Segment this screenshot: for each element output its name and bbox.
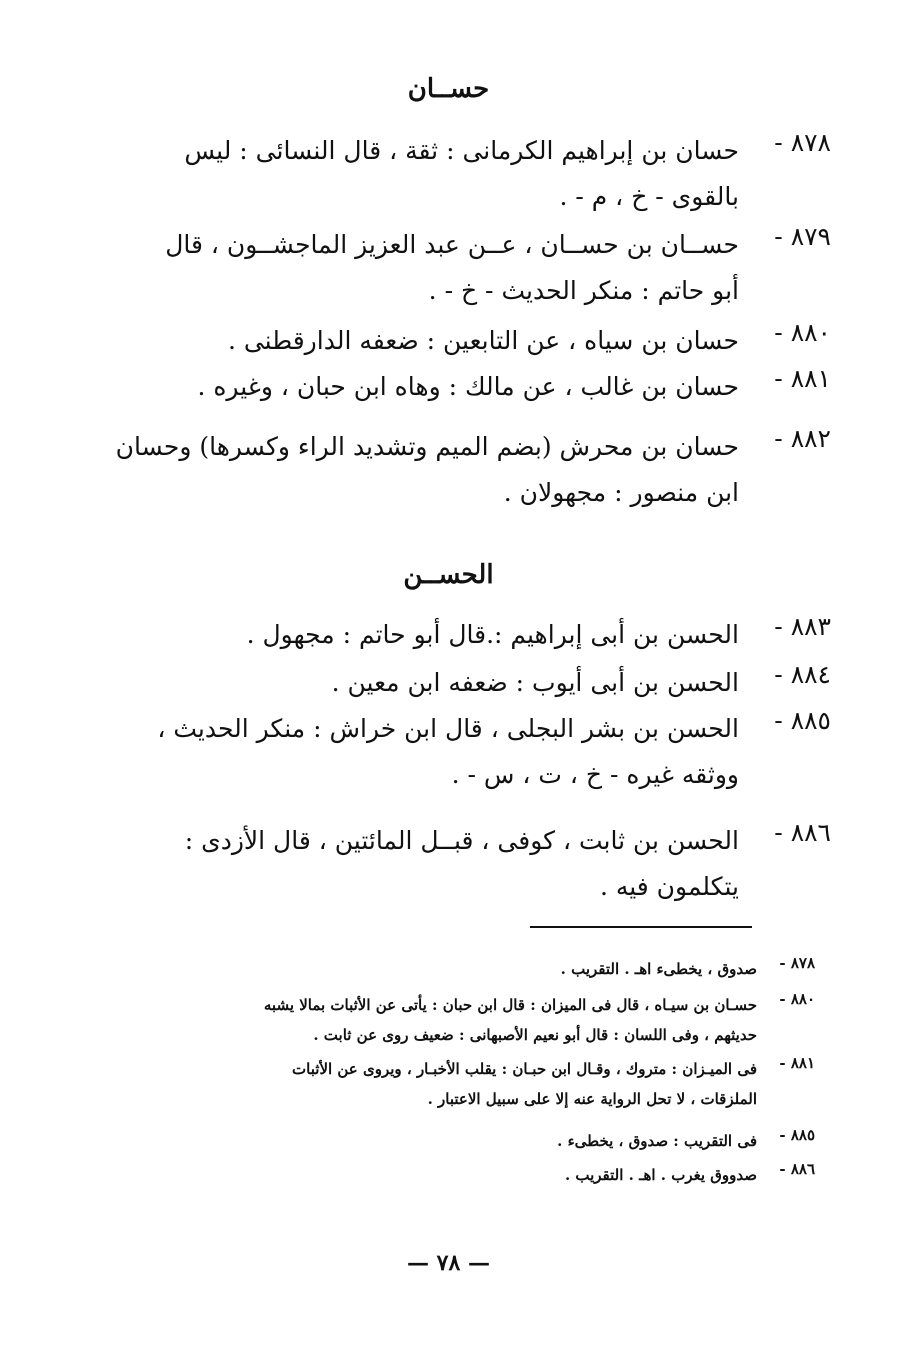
footnote-line: حسـان بن سيـاه ، قال فى الميزان : قال ابن حبان : يأتى عن الأثبات بمالا يشبه	[263, 996, 757, 1014]
entry-883	[99, 612, 831, 658]
entry-line: أبو حاتم : منكر الحديث - خ - .	[428, 276, 739, 305]
entry-line: ووثقه غيره - خ ، ت ، س - .	[451, 760, 739, 789]
entry-line: الحسن بن ثابت ، كوفى ، قبــل المائتين ، قال الأزدى :	[184, 826, 739, 855]
section-title-hasan: الحســن	[403, 560, 494, 590]
entry-line: الحسن بن بشر البجلى ، قال ابن خراش : منكر الحديث ،	[157, 714, 739, 743]
footnote-line: الملزقات ، لا تحل الرواية عنه إلا على سبيل الاعتبار .	[427, 1090, 757, 1108]
footnote-separator	[530, 926, 752, 928]
entry-line: الحسن بن أبى أيوب : ضعفه ابن معين .	[331, 668, 739, 697]
entry-number: ٨٧٩ -	[774, 222, 831, 251]
entry-line: حسان بن سياه ، عن التابعين : ضعفه الدارقطنى .	[227, 326, 739, 355]
footnote-878	[117, 954, 815, 984]
section-title-hassan: حســان	[407, 74, 490, 104]
entry-number: ٨٧٨ -	[774, 128, 831, 157]
entry-880	[99, 318, 831, 364]
page-number: — ٧٨ —	[407, 1250, 490, 1276]
footnote-line: فى الميـزان : متروك ، وقـال ابن حبـان : يقلب الأخبـار ، ويروى عن الأثبات	[292, 1060, 757, 1078]
entry-885	[99, 706, 831, 798]
entry-line: حسان بن غالب ، عن مالك : وهاه ابن حبان ، وغيره .	[197, 372, 739, 401]
footnote-886	[117, 1160, 815, 1190]
footnote-number: ٨٨٠ -	[779, 990, 815, 1008]
footnote-number: ٨٨١ -	[779, 1054, 815, 1072]
entry-line: ابن منصور : مجهولان .	[503, 478, 739, 507]
footnote-line: صدووق يغرب . اهـ . التقريب .	[564, 1166, 757, 1184]
footnote-number: ٨٨٦ -	[779, 1160, 815, 1178]
footnote-880	[117, 990, 815, 1050]
entry-number: ٨٨٠ -	[774, 318, 831, 347]
entry-882	[99, 424, 831, 516]
entry-line: يتكلمون فيه .	[599, 872, 739, 901]
footnote-885	[117, 1126, 815, 1156]
entry-number: ٨٨٦ -	[774, 818, 831, 847]
footnote-line: حديثهم ، وفى اللسان : قال أبو نعيم الأصبهانى : ضعيف روى عن ثابت .	[313, 1026, 757, 1044]
footnote-number: ٨٧٨ -	[779, 954, 815, 972]
entry-number: ٨٨٢ -	[774, 424, 831, 453]
footnote-881	[117, 1054, 815, 1114]
entry-881	[99, 364, 831, 410]
footnote-line: صدوق ، يخطىء اهـ . التقريب .	[560, 960, 757, 978]
entry-line: حسان بن محرش (بضم الميم وتشديد الراء وكسرها) وحسان	[115, 432, 739, 461]
entry-number: ٨٨٣ -	[774, 612, 831, 641]
entry-884	[99, 660, 831, 706]
entry-886	[99, 818, 831, 910]
entry-number: ٨٨٥ -	[774, 706, 831, 735]
footnote-number: ٨٨٥ -	[779, 1126, 815, 1144]
entry-number: ٨٨١ -	[774, 364, 831, 393]
entry-number: ٨٨٤ -	[774, 660, 831, 689]
entry-line: بالقوى - خ ، م - .	[559, 182, 739, 211]
entry-line: الحسن بن أبى إبراهيم :.قال أبو حاتم : مجهول .	[246, 620, 739, 649]
entry-879	[99, 222, 831, 314]
entry-line: حسان بن إبراهيم الكرمانى : ثقة ، قال النسائى : ليس	[184, 136, 739, 165]
footnote-line: فى التقريب : صدوق ، يخطىء .	[557, 1132, 757, 1150]
entry-line: حســان بن حســان ، عــن عبد العزيز الماجشــون ، قال	[165, 230, 739, 259]
entry-878	[99, 128, 831, 220]
